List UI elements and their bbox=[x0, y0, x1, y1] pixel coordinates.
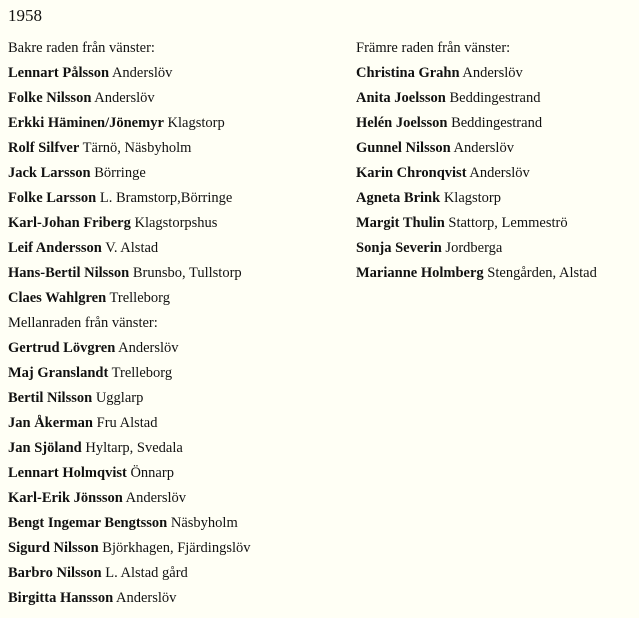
person-name: Christina Grahn bbox=[356, 65, 460, 81]
person-place: V. Alstad bbox=[105, 240, 159, 256]
middle-row-list bbox=[8, 336, 338, 611]
person-place: Beddingestrand bbox=[451, 115, 543, 131]
person-name: Karin Chronqvist bbox=[356, 165, 467, 181]
person-entry bbox=[8, 386, 338, 411]
person-entry bbox=[356, 211, 636, 236]
person-place: Anderslöv bbox=[94, 90, 155, 106]
person-name: Sigurd Nilsson bbox=[8, 540, 99, 556]
person-place: Hyltarp, Svedala bbox=[85, 440, 183, 456]
person-entry bbox=[8, 261, 338, 286]
person-name: Gunnel Nilsson bbox=[356, 140, 451, 156]
person-place: Ugglarp bbox=[95, 390, 144, 406]
person-place: Anderslöv bbox=[125, 490, 187, 506]
person-name: Jan Åkerman bbox=[8, 415, 93, 431]
person-name: Margit Thulin bbox=[356, 215, 445, 231]
person-entry bbox=[8, 361, 338, 386]
person-place: Brunsbo, Tullstorp bbox=[132, 265, 242, 281]
person-place: Björkhagen, Fjärdingslöv bbox=[102, 540, 251, 556]
right-column bbox=[356, 36, 636, 286]
person-place: Anderslöv bbox=[453, 140, 514, 156]
person-name: Jan Sjöland bbox=[8, 440, 82, 456]
person-place: Beddingestrand bbox=[449, 90, 541, 106]
person-entry bbox=[8, 86, 338, 111]
person-entry bbox=[8, 586, 338, 611]
person-place: Trelleborg bbox=[111, 365, 173, 381]
person-name: Bertil Nilsson bbox=[8, 390, 93, 406]
front-row-heading: Främre raden från vänster: bbox=[356, 40, 511, 56]
person-name: Maj Granslandt bbox=[8, 365, 109, 381]
person-name: Gertrud Lövgren bbox=[8, 340, 116, 356]
person-name: Hans-Bertil Nilsson bbox=[8, 265, 130, 281]
person-entry bbox=[8, 211, 338, 236]
person-place: Klagstorpshus bbox=[134, 215, 218, 231]
person-entry bbox=[8, 411, 338, 436]
person-name: Karl-Johan Friberg bbox=[8, 215, 131, 231]
person-name: Leif Andersson bbox=[8, 240, 102, 256]
person-place: Anderslöv bbox=[115, 590, 177, 606]
left-column bbox=[8, 36, 338, 611]
person-entry bbox=[356, 136, 636, 161]
person-place: Anderslöv bbox=[111, 65, 173, 81]
person-entry bbox=[8, 536, 338, 561]
person-name: Birgitta Hansson bbox=[8, 590, 114, 606]
person-entry bbox=[8, 186, 338, 211]
person-place: Näsbyholm bbox=[170, 515, 238, 531]
person-place: Klagstorp bbox=[443, 190, 502, 206]
person-place: Stattorp, Lemmeströ bbox=[448, 215, 568, 231]
person-entry bbox=[356, 86, 636, 111]
person-name: Anita Joelsson bbox=[356, 90, 446, 106]
person-entry bbox=[356, 161, 636, 186]
person-entry bbox=[8, 136, 338, 161]
person-entry bbox=[8, 236, 338, 261]
person-name: Helén Joelsson bbox=[356, 115, 448, 131]
person-name: Agneta Brink bbox=[356, 190, 441, 206]
person-name: Lennart Pålsson bbox=[8, 65, 110, 81]
back-row-list bbox=[8, 61, 338, 311]
person-place: Jordberga bbox=[445, 240, 503, 256]
person-entry bbox=[8, 61, 338, 86]
person-place: Fru Alstad bbox=[96, 415, 158, 431]
person-name: Erkki Häminen/Jönemyr bbox=[8, 115, 164, 131]
person-name: Sonja Severin bbox=[356, 240, 442, 256]
person-entry bbox=[8, 336, 338, 361]
person-entry bbox=[356, 261, 636, 286]
person-entry bbox=[8, 511, 338, 536]
person-place: L. Bramstorp,Börringe bbox=[99, 190, 233, 206]
person-name: Folke Nilsson bbox=[8, 90, 92, 106]
middle-row-heading: Mellanraden från vänster: bbox=[8, 315, 158, 331]
person-place: Börringe bbox=[94, 165, 146, 181]
person-entry bbox=[8, 561, 338, 586]
person-entry bbox=[356, 111, 636, 136]
person-entry bbox=[8, 461, 338, 486]
person-place: Stengården, Alstad bbox=[487, 265, 597, 281]
person-name: Marianne Holmberg bbox=[356, 265, 484, 281]
person-name: Folke Larsson bbox=[8, 190, 97, 206]
person-entry bbox=[8, 436, 338, 461]
person-name: Lennart Holmqvist bbox=[8, 465, 127, 481]
person-entry bbox=[8, 111, 338, 136]
person-name: Barbro Nilsson bbox=[8, 565, 102, 581]
person-entry bbox=[8, 486, 338, 511]
year-title: 1958 bbox=[8, 6, 42, 25]
person-entry bbox=[356, 61, 636, 86]
person-name: Bengt Ingemar Bengtsson bbox=[8, 515, 168, 531]
person-place: L. Alstad gård bbox=[105, 565, 188, 581]
person-entry bbox=[356, 186, 636, 211]
person-place: Trelleborg bbox=[109, 290, 170, 306]
person-place: Klagstorp bbox=[167, 115, 225, 131]
person-name: Rolf Silfver bbox=[8, 140, 80, 156]
front-row-list bbox=[356, 61, 636, 286]
person-place: Anderslöv bbox=[462, 65, 523, 81]
person-entry bbox=[8, 286, 338, 311]
person-name: Claes Wahlgren bbox=[8, 290, 107, 306]
person-name: Karl-Erik Jönsson bbox=[8, 490, 123, 506]
person-place: Anderslöv bbox=[469, 165, 530, 181]
person-entry bbox=[8, 161, 338, 186]
back-row-heading: Bakre raden från vänster: bbox=[8, 40, 155, 56]
person-place: Tärnö, Näsbyholm bbox=[82, 140, 192, 156]
person-place: Önnarp bbox=[130, 465, 174, 481]
person-entry bbox=[356, 236, 636, 261]
person-name: Jack Larsson bbox=[8, 165, 91, 181]
person-place: Anderslöv bbox=[118, 340, 179, 356]
